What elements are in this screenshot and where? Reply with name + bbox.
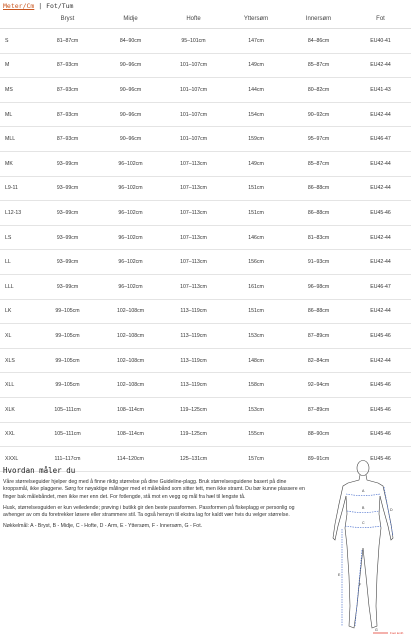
measurement-lines bbox=[342, 487, 393, 626]
hip-cell: 107–113cm bbox=[162, 201, 225, 226]
chest-cell: 81–87cm bbox=[36, 29, 99, 54]
hip-column-header: Hofte bbox=[162, 10, 225, 29]
inseam-cell: 85–87cm bbox=[287, 53, 350, 78]
foot-cell: EU45-46 bbox=[350, 201, 411, 226]
outseam-cell: 157cm bbox=[225, 447, 287, 472]
foot-length-label: Foot lenth bbox=[390, 631, 404, 635]
inseam-cell: 86–88cm bbox=[287, 299, 350, 324]
chest-cell: 99–105cm bbox=[36, 299, 99, 324]
chest-cell: 93–99cm bbox=[36, 151, 99, 176]
how-to-measure-title: Hvordan måler du bbox=[3, 466, 76, 475]
outseam-cell: 155cm bbox=[225, 422, 287, 447]
outseam-column-header: Yttersøm bbox=[225, 10, 287, 29]
inseam-cell: 82–84cm bbox=[287, 348, 350, 373]
inseam-cell: 90–92cm bbox=[287, 102, 350, 127]
unit-toggle bbox=[3, 2, 73, 10]
size-cell: MS bbox=[0, 78, 36, 103]
table-row bbox=[0, 397, 411, 422]
outseam-cell: 149cm bbox=[225, 151, 287, 176]
foot-cell: EU46-47 bbox=[350, 274, 411, 299]
table-row bbox=[0, 201, 411, 226]
waist-cell: 102–108cm bbox=[99, 348, 162, 373]
chest-cell: 93–99cm bbox=[36, 201, 99, 226]
inseam-cell: 92–94cm bbox=[287, 373, 350, 398]
chest-cell: 87–93cm bbox=[36, 78, 99, 103]
waist-cell: 96–102cm bbox=[99, 176, 162, 201]
size-cell: L12-13 bbox=[0, 201, 36, 226]
hip-cell: 113–119cm bbox=[162, 299, 225, 324]
chest-cell: 105–111cm bbox=[36, 397, 99, 422]
waist-cell: 84–90cm bbox=[99, 29, 162, 54]
foot-cell: EU42-44 bbox=[350, 348, 411, 373]
size-table-header bbox=[0, 10, 411, 29]
outseam-cell: 161cm bbox=[225, 274, 287, 299]
chest-cell: 93–99cm bbox=[36, 176, 99, 201]
inseam-cell: 96–98cm bbox=[287, 274, 350, 299]
outseam-cell: 153cm bbox=[225, 324, 287, 349]
size-cell: MLL bbox=[0, 127, 36, 152]
size-cell: ML bbox=[0, 102, 36, 127]
size-cell: M bbox=[0, 53, 36, 78]
how-to-paragraph-intro: Våre størrelseguider hjelper deg med å finne riktig størrelse på dine Guideline-plagg. Bruk størrelsesguidene basert på dine kroppsmål, ikke plaggene. Sørg for nøyaktige målinger med et målebånd som sitter tett, men ikke stramt. Du bør kunne plassere en finger bak målebåndet, men ikke mer enn det. For fotlengde, stå mot en vegg og mål fra hæl til lengste tå. bbox=[3, 479, 305, 500]
foot-cell: EU42-44 bbox=[350, 225, 411, 250]
waist-column-header: Midje bbox=[99, 10, 162, 29]
foot-cell: EU42-44 bbox=[350, 176, 411, 201]
foot-cell: EU46-47 bbox=[350, 127, 411, 152]
size-cell: XLS bbox=[0, 348, 36, 373]
hip-cell: 107–113cm bbox=[162, 250, 225, 275]
how-to-paragraph-disclaimer: Husk, størrelsesguiden er kun veiledende; prøving i butikk gir den beste passformen. Passformen på fiskeplagg er personlig og avhenger av om du foretrekker løsere eller strammere stil. Ta også hensyn til ekstra lag for kaldt vær hvis du velger størrelse. bbox=[3, 504, 295, 519]
waist-cell: 90–96cm bbox=[99, 127, 162, 152]
table-row bbox=[0, 29, 411, 54]
foot-cell: EU42-44 bbox=[350, 250, 411, 275]
table-row bbox=[0, 373, 411, 398]
outseam-cell: 159cm bbox=[225, 127, 287, 152]
hip-cell: 107–113cm bbox=[162, 225, 225, 250]
waist-cell: 96–102cm bbox=[99, 225, 162, 250]
table-row bbox=[0, 102, 411, 127]
foot-cell: EU42-44 bbox=[350, 299, 411, 324]
waist-cell: 102–108cm bbox=[99, 299, 162, 324]
table-row bbox=[0, 348, 411, 373]
outseam-cell: 153cm bbox=[225, 397, 287, 422]
waist-cell: 90–96cm bbox=[99, 78, 162, 103]
size-cell: L9-11 bbox=[0, 176, 36, 201]
chest-cell: 93–99cm bbox=[36, 250, 99, 275]
inseam-column-header: Innersøm bbox=[287, 10, 350, 29]
size-table-body bbox=[0, 29, 411, 472]
size-cell: XLL bbox=[0, 373, 36, 398]
waist-cell: 96–102cm bbox=[99, 274, 162, 299]
hip-cell: 101–107cm bbox=[162, 127, 225, 152]
hip-cell: 113–119cm bbox=[162, 373, 225, 398]
waist-cell: 96–102cm bbox=[99, 201, 162, 226]
chest-cell: 93–99cm bbox=[36, 225, 99, 250]
foot-cell: EU45-46 bbox=[350, 373, 411, 398]
hip-cell: 119–125cm bbox=[162, 422, 225, 447]
outseam-cell: 146cm bbox=[225, 225, 287, 250]
waist-cell: 108–114cm bbox=[99, 422, 162, 447]
chest-cell: 105–111cm bbox=[36, 422, 99, 447]
hip-cell: 101–107cm bbox=[162, 78, 225, 103]
outseam-cell: 154cm bbox=[225, 102, 287, 127]
foot-cell: EU42-44 bbox=[350, 151, 411, 176]
size-cell: XXL bbox=[0, 422, 36, 447]
body-measurement-diagram bbox=[318, 456, 408, 640]
size-cell: LLL bbox=[0, 274, 36, 299]
hip-cell: 113–119cm bbox=[162, 324, 225, 349]
inseam-cell: 91–93cm bbox=[287, 250, 350, 275]
size-cell: LK bbox=[0, 299, 36, 324]
waist-cell: 102–108cm bbox=[99, 373, 162, 398]
outseam-cell: 158cm bbox=[225, 373, 287, 398]
foot-cell: EU45-46 bbox=[350, 447, 411, 472]
hip-cell: 113–119cm bbox=[162, 348, 225, 373]
table-row bbox=[0, 151, 411, 176]
chest-cell: 87–93cm bbox=[36, 127, 99, 152]
hip-cell: 101–107cm bbox=[162, 53, 225, 78]
outseam-cell: 148cm bbox=[225, 348, 287, 373]
foot-cell: EU45-46 bbox=[350, 397, 411, 422]
outseam-cell: 144cm bbox=[225, 78, 287, 103]
inseam-cell: 89–91cm bbox=[287, 447, 350, 472]
table-row bbox=[0, 127, 411, 152]
foot-cell: EU45-46 bbox=[350, 422, 411, 447]
label-f: F bbox=[359, 583, 362, 587]
chest-cell: 87–93cm bbox=[36, 53, 99, 78]
hip-cell: 95–101cm bbox=[162, 29, 225, 54]
inseam-cell: 86–88cm bbox=[287, 201, 350, 226]
hip-cell: 107–113cm bbox=[162, 151, 225, 176]
foot-column-header: Fot bbox=[350, 10, 411, 29]
inseam-cell: 86–88cm bbox=[287, 176, 350, 201]
foot-cell: EU40-41 bbox=[350, 29, 411, 54]
waist-cell: 114–120cm bbox=[99, 447, 162, 472]
outseam-cell: 156cm bbox=[225, 250, 287, 275]
inseam-cell: 87–89cm bbox=[287, 397, 350, 422]
waist-cell: 96–102cm bbox=[99, 250, 162, 275]
outseam-cell: 149cm bbox=[225, 53, 287, 78]
label-b: B bbox=[362, 506, 365, 510]
inseam-cell: 95–97cm bbox=[287, 127, 350, 152]
table-row bbox=[0, 274, 411, 299]
how-to-measure-text bbox=[3, 479, 305, 535]
chest-cell: 99–105cm bbox=[36, 348, 99, 373]
metric-unit-link[interactable]: Meter/Cm bbox=[3, 2, 35, 10]
foot-cell: EU42-44 bbox=[350, 53, 411, 78]
size-cell: LL bbox=[0, 250, 36, 275]
label-d: D bbox=[390, 508, 393, 512]
size-cell: XLK bbox=[0, 397, 36, 422]
label-g: G bbox=[375, 628, 378, 632]
waist-cell: 90–96cm bbox=[99, 53, 162, 78]
waist-cell: 102–108cm bbox=[99, 324, 162, 349]
label-c: C bbox=[362, 521, 365, 525]
table-row bbox=[0, 422, 411, 447]
table-row bbox=[0, 225, 411, 250]
inseam-cell: 88–90cm bbox=[287, 422, 350, 447]
table-row bbox=[0, 299, 411, 324]
size-cell: XXXL bbox=[0, 447, 36, 472]
hip-cell: 101–107cm bbox=[162, 102, 225, 127]
size-cell: S bbox=[0, 29, 36, 54]
size-cell: LS bbox=[0, 225, 36, 250]
imperial-unit-link[interactable]: Fot/Tum bbox=[46, 2, 74, 10]
size-table bbox=[0, 10, 411, 472]
unit-separator: | bbox=[38, 2, 43, 10]
table-row bbox=[0, 324, 411, 349]
chest-column-header: Bryst bbox=[36, 10, 99, 29]
chest-cell: 87–93cm bbox=[36, 102, 99, 127]
foot-cell: EU45-46 bbox=[350, 324, 411, 349]
inseam-cell: 87–89cm bbox=[287, 324, 350, 349]
table-row bbox=[0, 176, 411, 201]
waist-cell: 90–96cm bbox=[99, 102, 162, 127]
inseam-cell: 80–82cm bbox=[287, 78, 350, 103]
waist-cell: 108–114cm bbox=[99, 397, 162, 422]
chest-cell: 111–117cm bbox=[36, 447, 99, 472]
hip-cell: 119–125cm bbox=[162, 397, 225, 422]
chest-cell: 99–105cm bbox=[36, 324, 99, 349]
outseam-cell: 151cm bbox=[225, 299, 287, 324]
size-cell: XL bbox=[0, 324, 36, 349]
hip-cell: 125–131cm bbox=[162, 447, 225, 472]
outseam-cell: 151cm bbox=[225, 176, 287, 201]
waist-cell: 96–102cm bbox=[99, 151, 162, 176]
label-a: A bbox=[362, 489, 365, 493]
table-row bbox=[0, 53, 411, 78]
foot-cell: EU41-43 bbox=[350, 78, 411, 103]
size-cell: MK bbox=[0, 151, 36, 176]
foot-cell: EU42-44 bbox=[350, 102, 411, 127]
chest-cell: 99–105cm bbox=[36, 373, 99, 398]
chest-cell: 93–99cm bbox=[36, 274, 99, 299]
size-column-header bbox=[0, 10, 36, 29]
hip-cell: 107–113cm bbox=[162, 274, 225, 299]
label-e: E bbox=[338, 573, 341, 577]
hip-cell: 107–113cm bbox=[162, 176, 225, 201]
outseam-cell: 147cm bbox=[225, 29, 287, 54]
inseam-cell: 84–86cm bbox=[287, 29, 350, 54]
table-row bbox=[0, 78, 411, 103]
inseam-cell: 81–83cm bbox=[287, 225, 350, 250]
how-to-paragraph-key: Nøkkelmål: A - Bryst, B - Midje, C - Hofte, D - Arm, E - Yttersøm, F - Innersøm, G - Fot. bbox=[3, 523, 203, 530]
inseam-cell: 85–87cm bbox=[287, 151, 350, 176]
outseam-cell: 151cm bbox=[225, 201, 287, 226]
table-row bbox=[0, 250, 411, 275]
